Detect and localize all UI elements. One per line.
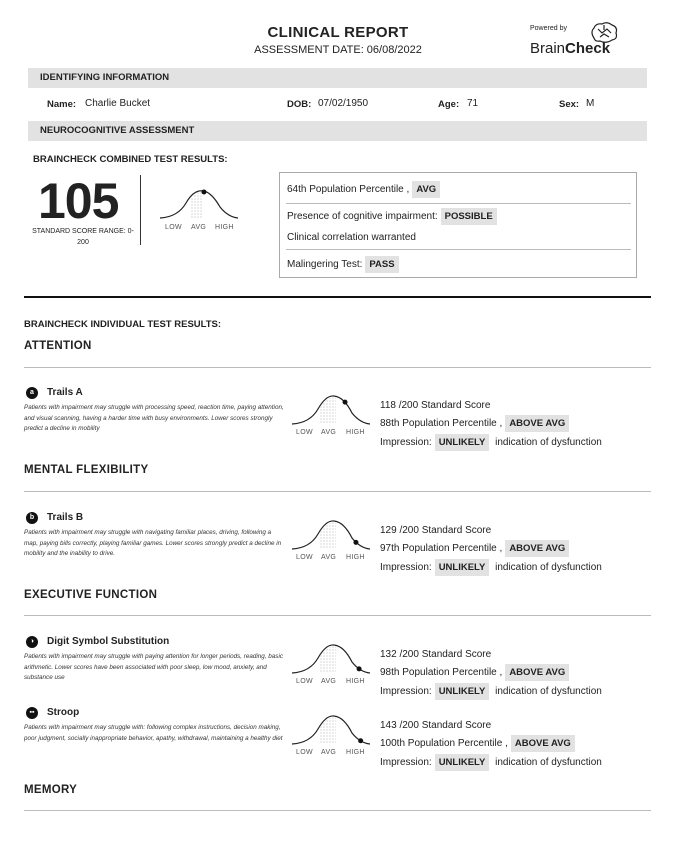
section-mental-flexibility-line [24,491,651,492]
section-memory-line [24,810,651,811]
malingering-tag: PASS [365,256,398,273]
test-avg-label: AVG [321,429,337,436]
test-score: 118 /200 Standard Score [380,400,491,411]
test-high-label: HIGH [346,678,365,685]
impairment-tag: POSSIBLE [441,208,497,225]
test-score: 132 /200 Standard Score [380,649,492,660]
malingering-row [287,259,399,270]
test-low-label: LOW [296,554,313,561]
test-high-label: HIGH [346,749,365,756]
test-high-label: HIGH [346,429,365,436]
test-percentile-row [380,543,569,554]
test-curve [290,637,372,677]
section-attention: ATTENTION [24,340,92,352]
combined-percentile-text: 64th Population Percentile , [287,184,410,195]
box-divider-1 [286,203,631,204]
test-name: Trails A [47,387,83,398]
combined-low-label: LOW [165,224,182,231]
test-low-label: LOW [296,429,313,436]
impression-label: Impression: [380,757,432,768]
section-attention-line [24,367,651,368]
combined-percentile-tag: AVG [412,181,440,198]
test-impression-tag: UNLIKELY [435,559,490,576]
individual-heading: BRAINCHECK INDIVIDUAL TEST RESULTS: [24,319,222,330]
test-percentile-row [380,667,569,678]
test-name: Digit Symbol Substitution [47,636,170,647]
impairment-text: Presence of cognitive impairment: [287,211,438,222]
test-percentile-tag: ABOVE AVG [505,664,569,681]
powered-by: Powered by [530,25,567,32]
sex-label: Sex: [559,99,580,110]
dysfunction-text: indication of dysfunction [495,562,602,573]
dysfunction-text: indication of dysfunction [495,686,602,697]
test-avg-label: AVG [321,749,337,756]
brand-bold: Check [565,40,611,57]
impression-label: Impression: [380,562,432,573]
test-impression-row [380,757,602,768]
neuro-heading: NEUROCOGNITIVE ASSESSMENT [28,121,647,141]
test-description: Patients with impairment may struggle with processing speed, reaction time, paying attention, and visual scanning, having a harder time with busy environments. Lower scores strongly predict a decline in mobility [24,404,284,432]
test-percentile-row [380,418,569,429]
test-impression-row [380,686,602,697]
brand-main: Brain [530,40,566,57]
name-value: Charlie Bucket [85,98,151,109]
assessment-date: ASSESSMENT DATE: 06/08/2022 [254,44,422,56]
test-percentile: 98th Population Percentile , [380,667,503,678]
clinical-correlation: Clinical correlation warranted [287,232,416,243]
test-avg-label: AVG [321,554,337,561]
test-name: Stroop [47,707,80,718]
test-description: Patients with impairment may struggle with navigating familiar places, driving, following a map, paying bills correctly, playing familiar games. Lower scores strongly predict a decline in mobility and the inability to drive. [24,529,282,557]
dob-label: DOB: [287,99,312,110]
malingering-text: Malingering Test: [287,259,363,270]
test-curve-marker [358,738,363,743]
report-title: CLINICAL REPORT [267,24,409,41]
test-percentile-tag: ABOVE AVG [505,540,569,557]
section-executive-function: EXECUTIVE FUNCTION [24,589,158,601]
combined-avg-label: AVG [191,224,207,231]
test-percentile-tag: ABOVE AVG [511,735,575,752]
box-divider-2 [286,249,631,250]
dysfunction-text: indication of dysfunction [495,757,602,768]
combined-heading: BRAINCHECK COMBINED TEST RESULTS: [33,154,228,165]
test-percentile-tag: ABOVE AVG [505,415,569,432]
test-percentile: 100th Population Percentile , [380,738,508,749]
impression-label: Impression: [380,437,432,448]
test-percentile: 88th Population Percentile , [380,418,503,429]
test-curve [290,513,372,553]
test-curve-marker [357,666,362,671]
combined-score: 105 [38,173,119,229]
name-label: Name: [47,99,77,110]
test-bullet-icon: ◑ [26,636,38,648]
test-description: Patients with impairment may struggle with paying attention for longer periods, reading, basic arithmetic. Lower scores have been associated with poor sleep, low mood, anxiety, and substance use [24,653,284,681]
combined-high-label: HIGH [215,224,234,231]
score-range [28,226,138,248]
test-impression-tag: UNLIKELY [435,754,490,771]
test-percentile: 97th Population Percentile , [380,543,503,554]
section-memory: MEMORY [24,784,78,796]
test-curve-marker [353,540,358,545]
dysfunction-text: indication of dysfunction [495,437,602,448]
section-mental-flexibility: MENTAL FLEXIBILITY [24,464,149,476]
test-description: Patients with impairment may struggle with: following complex instructions, decision making, poor judgment, socially inappropriate behavior, apathy, withdrawal, maintaining a healthy diet [24,724,283,742]
test-avg-label: AVG [321,678,337,685]
combined-percentile [287,184,440,195]
test-impression-tag: UNLIKELY [435,434,490,451]
test-high-label: HIGH [346,554,365,561]
test-score: 129 /200 Standard Score [380,525,492,536]
score-divider [140,175,141,245]
identifying-heading: IDENTIFYING INFORMATION [28,68,647,88]
score-range-line2: 200 [77,239,89,246]
test-percentile-row [380,738,575,749]
test-score: 143 /200 Standard Score [380,720,492,731]
sex-value: M [586,98,595,109]
test-curve [290,388,372,428]
impression-label: Impression: [380,686,432,697]
test-curve [290,708,372,748]
test-low-label: LOW [296,678,313,685]
brain-icon [588,20,620,46]
section-separator [24,296,651,298]
impairment-row [287,211,497,222]
combined-curve [158,183,240,223]
age-label: Age: [438,99,460,110]
test-bullet-icon: b [26,512,38,524]
test-name: Trails B [47,512,84,523]
test-bullet-icon: ▪▪ [26,707,38,719]
test-low-label: LOW [296,749,313,756]
test-impression-row [380,562,602,573]
age-value: 71 [467,98,479,109]
score-range-line1: STANDARD SCORE RANGE: 0- [32,228,134,235]
test-bullet-icon: a [26,387,38,399]
section-executive-function-line [24,615,651,616]
test-curve-marker [343,400,348,405]
test-impression-row [380,437,602,448]
dob-value: 07/02/1950 [318,98,369,109]
test-impression-tag: UNLIKELY [435,683,490,700]
